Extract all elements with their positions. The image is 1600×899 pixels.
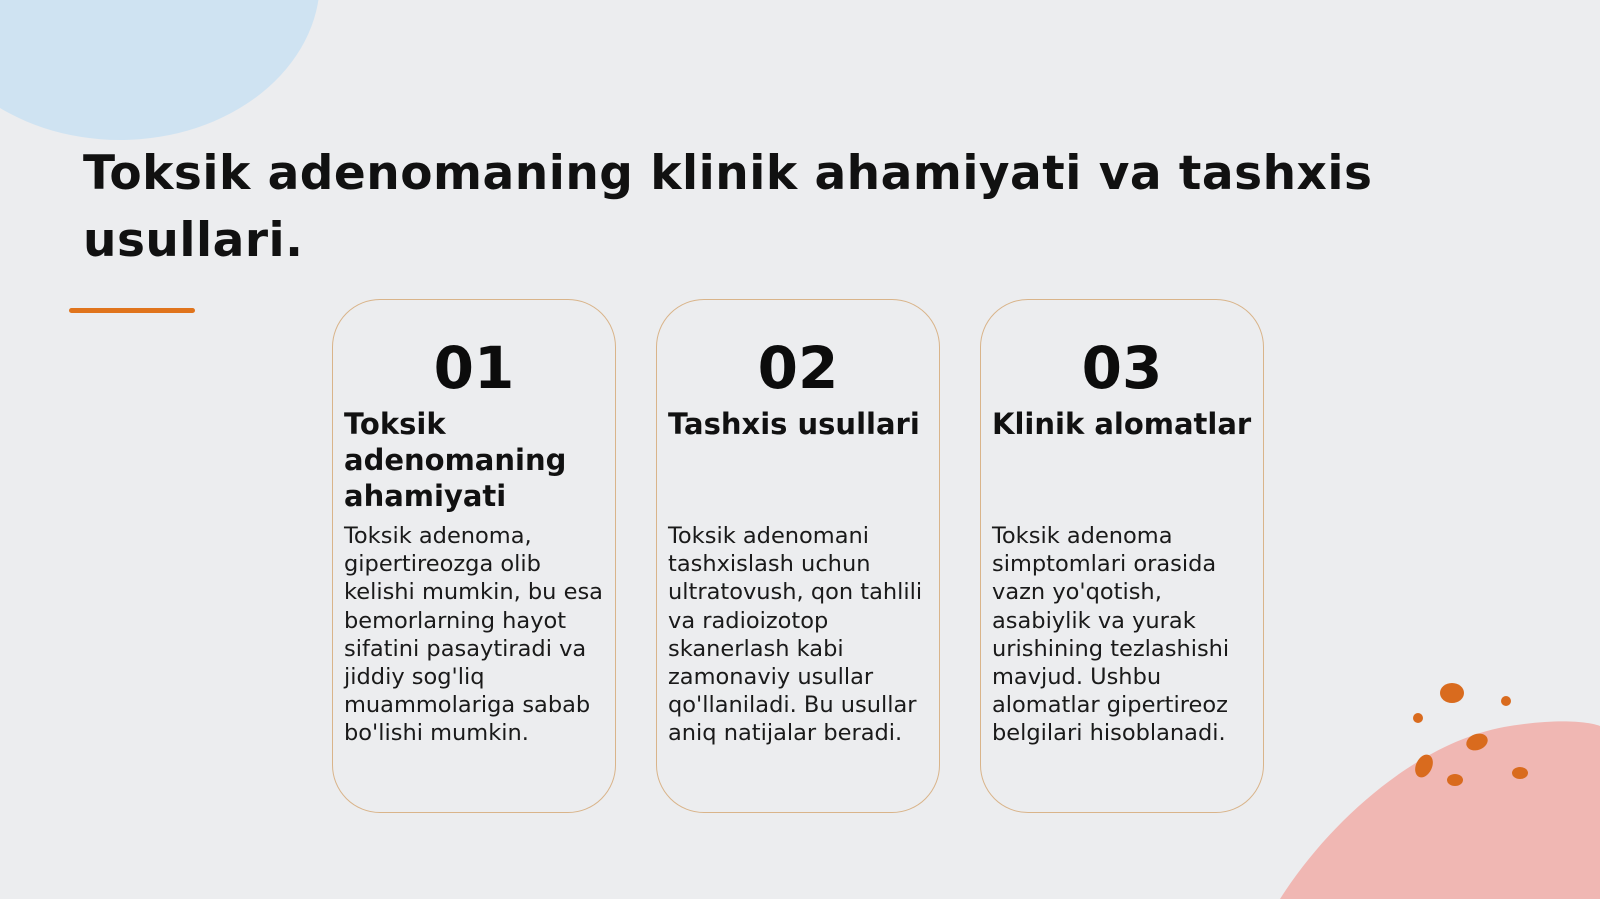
card-clinical-symptoms — [980, 299, 1264, 813]
card-body: Toksik adenoma simptomlari orasida vazn yo'qotish, asabiylik va yurak urishining tezlashishi mavjud. Ushbu alomatlar gipertireoz belgilari hisoblanadi. — [992, 523, 1230, 747]
card-heading: Toksik adenomaning ahamiyati — [344, 407, 567, 513]
card-number: 01 — [433, 334, 515, 402]
pink-blob — [1280, 721, 1600, 899]
card-importance — [332, 299, 616, 813]
card-body: Toksik adenomani tashxislash uchun ultratovush, qon tahlili va radioizotop skanerlash kabi zamonaviy usullar qo'llaniladi. Bu usullar aniq natijalar beradi. — [668, 523, 923, 747]
card-heading: Klinik alomatlar — [992, 407, 1252, 441]
blue-blob — [0, 0, 320, 140]
card-diagnosis-methods — [656, 299, 940, 813]
orange-dots — [1412, 683, 1528, 786]
card-heading: Tashxis usullari — [668, 407, 920, 441]
title-accent-line — [69, 308, 195, 313]
card-number: 03 — [1081, 334, 1163, 402]
card-body: Toksik adenoma, gipertireozga olib kelishi mumkin, bu esa bemorlarning hayot sifatini pasaytiradi va jiddiy sog'liq muammolariga sabab bo'lishi mumkin. — [344, 523, 603, 747]
card-number: 02 — [757, 334, 839, 402]
page-title: Toksik adenomaning klinik ahamiyati va tashxis usullari. — [83, 146, 1373, 268]
